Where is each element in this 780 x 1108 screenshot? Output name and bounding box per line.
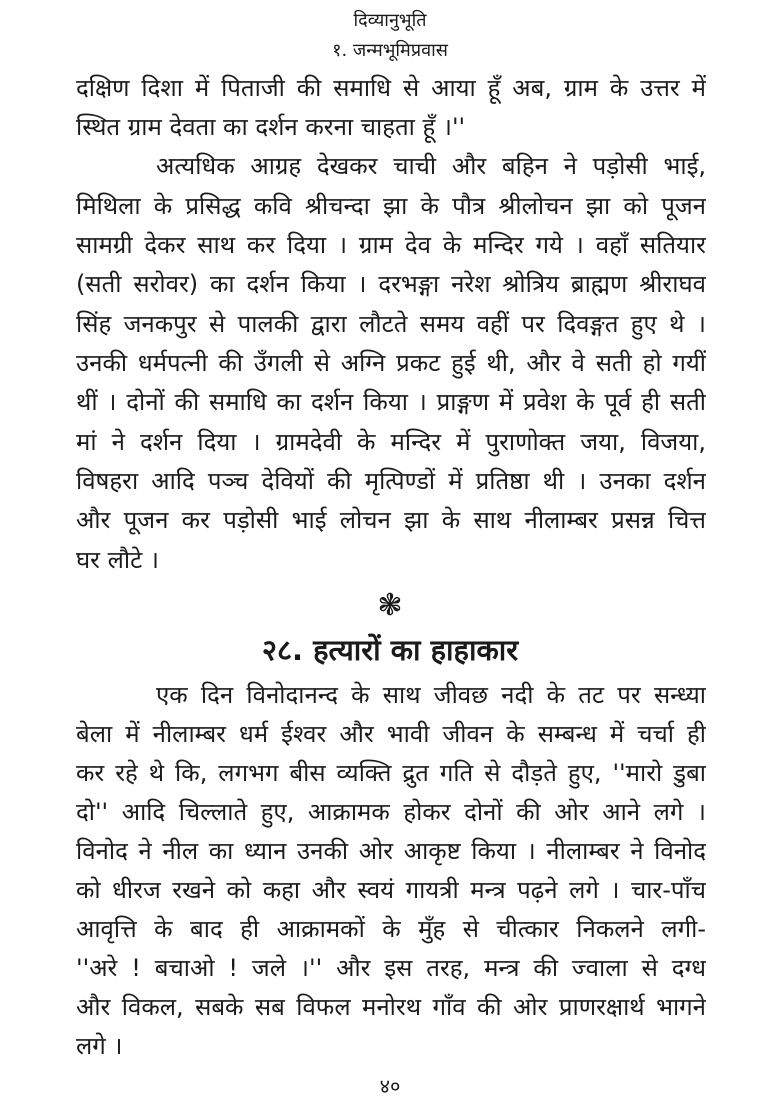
text-line: बेला में नीलाम्बर धर्म ईश्वर और भावी जीवन के सम्बन्ध में चर्चा ही bbox=[76, 720, 706, 748]
text-line: (सती सरोवर) का दर्शन किया । दरभङ्गा नरेश श्रोत्रिय ब्राह्मण श्रीराघव bbox=[76, 270, 706, 298]
text-line: उनकी धर्मपत्नी की उँगली से अग्नि प्रकट हुई थी, और वे सती हो गयीं bbox=[76, 349, 706, 377]
section-separator-ornament: ❃ bbox=[377, 588, 403, 623]
text-line: ''अरे ! बचाओ ! जले ।'' और इस तरह, मन्त्र की ज्वाला से दग्ध bbox=[76, 954, 706, 982]
text-line: दो'' आदि चिल्लाते हुए, आक्रामक होकर दोनों की ओर आने लगे । bbox=[76, 798, 706, 826]
text-line: लगे । bbox=[76, 1032, 123, 1060]
running-header-title: दिव्यानुभूति bbox=[353, 10, 427, 31]
text-line: कर रहे थे कि, लगभग बीस व्यक्ति द्रुत गति से दौड़ते हुए, ''मारो डुबा bbox=[76, 759, 706, 787]
text-line: दक्षिण दिशा में पिताजी की समाधि से आया हूँ अब, ग्राम के उत्तर में bbox=[76, 74, 706, 102]
text-line: विनोद ने नील का ध्यान उनकी ओर आकृष्ट किया । नीलाम्बर ने विनोद bbox=[76, 837, 706, 865]
page-number: ४० bbox=[379, 1074, 401, 1098]
text-line: घर लौटे । bbox=[76, 546, 159, 574]
text-line: एक दिन विनोदानन्द के साथ जीवछ नदी के तट पर सन्ध्या bbox=[156, 681, 706, 709]
text-line: विषहरा आदि पञ्च देवियों की मृत्पिण्डों में प्रतिष्ठा थी । उनका दर्शन bbox=[76, 467, 706, 495]
text-line: और पूजन कर पड़ोसी भाई लोचन झा के साथ नीलाम्बर प्रसन्न चित्त bbox=[76, 506, 706, 534]
text-line: सिंह जनकपुर से पालकी द्वारा लौटते समय वहीं पर दिवङ्गत हुए थे । bbox=[76, 310, 706, 338]
text-line: मां ने दर्शन दिया । ग्रामदेवी के मन्दिर में पुराणोक्त जया, विजया, bbox=[76, 428, 706, 456]
text-line: सामग्री देकर साथ कर दिया । ग्राम देव के मन्दिर गये । वहाँ सतियार bbox=[76, 231, 706, 259]
section-heading: २८. हत्यारों का हाहाकार bbox=[261, 633, 519, 667]
text-line: आवृत्ति के बाद ही आक्रामकों के मुँह से चीत्कार निकलने लगी- bbox=[76, 915, 706, 943]
text-line: और विकल, सबके सब विफल मनोरथ गाँव की ओर प्राणरक्षार्थ भागने bbox=[76, 993, 706, 1021]
text-line: थीं । दोनों की समाधि का दर्शन किया । प्राङ्गण में प्रवेश के पूर्व ही सती bbox=[76, 388, 706, 416]
text-line: मिथिला के प्रसिद्ध कवि श्रीचन्दा झा के पौत्र श्रीलोचन झा को पूजन bbox=[76, 192, 706, 220]
text-line: को धीरज रखने को कहा और स्वयं गायत्री मन्त्र पढ़ने लगे । चार-पाँच bbox=[76, 876, 706, 904]
text-line: स्थित ग्राम देवता का दर्शन करना चाहता हूँ ।'' bbox=[76, 113, 466, 141]
text-line: अत्यधिक आग्रह देखकर चाची और बहिन ने पड़ोसी भाई, bbox=[156, 152, 706, 180]
running-header-chapter: १. जन्मभूमिप्रवास bbox=[332, 40, 448, 61]
